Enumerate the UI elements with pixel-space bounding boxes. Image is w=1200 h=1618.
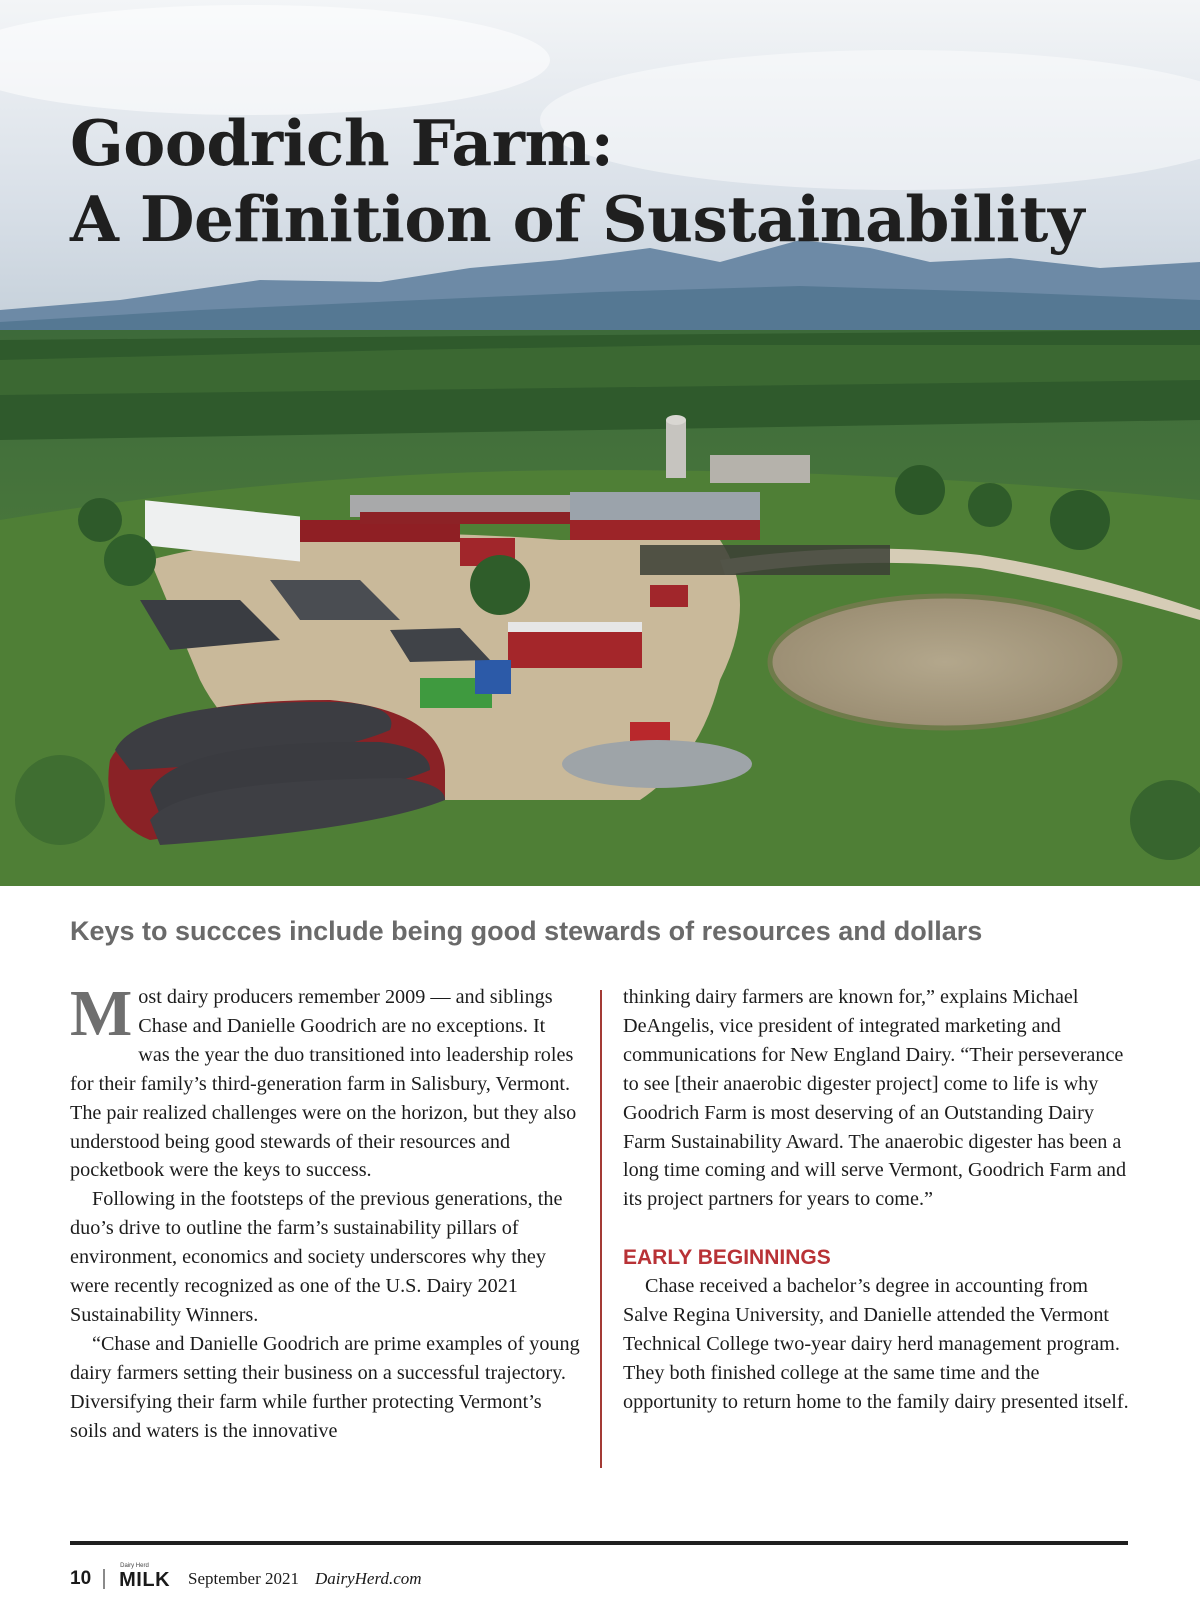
logo-small-text: Dairy Herd	[120, 1562, 149, 1569]
digester-building	[508, 628, 642, 668]
paragraph-1-text: ost dairy producers remember 2009 — and siblings Chase and Danielle Goodrich are no exceptions. It was the year the duo transitioned into leadership roles for their family’s third-generation farm in Salisbury, Vermont. The pair realized challenges were on the horizon, but they also understood being good stewards of their resources and pocketbook were the keys to success.	[70, 986, 577, 1182]
drop-cap: M	[70, 977, 133, 1050]
concrete-pad	[562, 740, 752, 788]
column-divider	[600, 990, 602, 1468]
milk-logo	[119, 1562, 171, 1592]
paragraph-1	[70, 977, 580, 1185]
footer-separator	[103, 1569, 105, 1589]
website: DairyHerd.com	[314, 1569, 422, 1588]
article-deck: Keys to succces include being good stewards of resources and dollars	[70, 916, 983, 946]
article-title	[70, 105, 1150, 257]
barn-gray	[570, 492, 760, 522]
paragraph-2: Following in the footsteps of the previous generations, the duo’s drive to outline the farm’s sustainability pillars of environment, economics and society underscores why they were recently recognized as one of the U.S. Dairy 2021 Sustainability Winners.	[70, 1188, 563, 1326]
logo-text: MILK	[119, 1568, 171, 1591]
issue-date: September 2021	[188, 1569, 299, 1588]
page-footer	[70, 1564, 422, 1594]
footer-rule	[70, 1541, 1128, 1545]
left-column	[70, 977, 580, 1446]
paragraph-4: thinking dairy farmers are known for,” explains Michael DeAngelis, vice president of integrated marketing and communications for New England Dairy. “Their perseverance to see [their anaerobic digester project] come to life is why Goodrich Farm is most deserving of an Outstanding Dairy Farm Sustainability Award. The anaerobic digester has been a long time coming and will serve Vermont, Goodrich Farm and its project partners for years to come.”	[623, 986, 1127, 1211]
page-number: 10	[70, 1568, 92, 1589]
right-column	[623, 983, 1135, 1417]
paragraph-5: Chase received a bachelor’s degree in accounting from Salve Regina University, and Danielle attended the Vermont Technical College two-year dairy herd management program. They both finished college at the same time and the opportunity to return home to the family dairy presented itself.	[623, 1275, 1129, 1413]
silo	[666, 420, 686, 478]
title-line-2: A Definition of Sustainability	[70, 182, 1084, 256]
section-heading-early-beginnings: EARLY BEGINNINGS	[623, 1246, 831, 1270]
title-line-1: Goodrich Farm:	[70, 106, 614, 180]
paragraph-3: “Chase and Danielle Goodrich are prime examples of young dairy farmers setting their business on a successful trajectory. Diversifying their farm while further protecting Vermont’s soils and waters is the innovative	[70, 1332, 580, 1442]
